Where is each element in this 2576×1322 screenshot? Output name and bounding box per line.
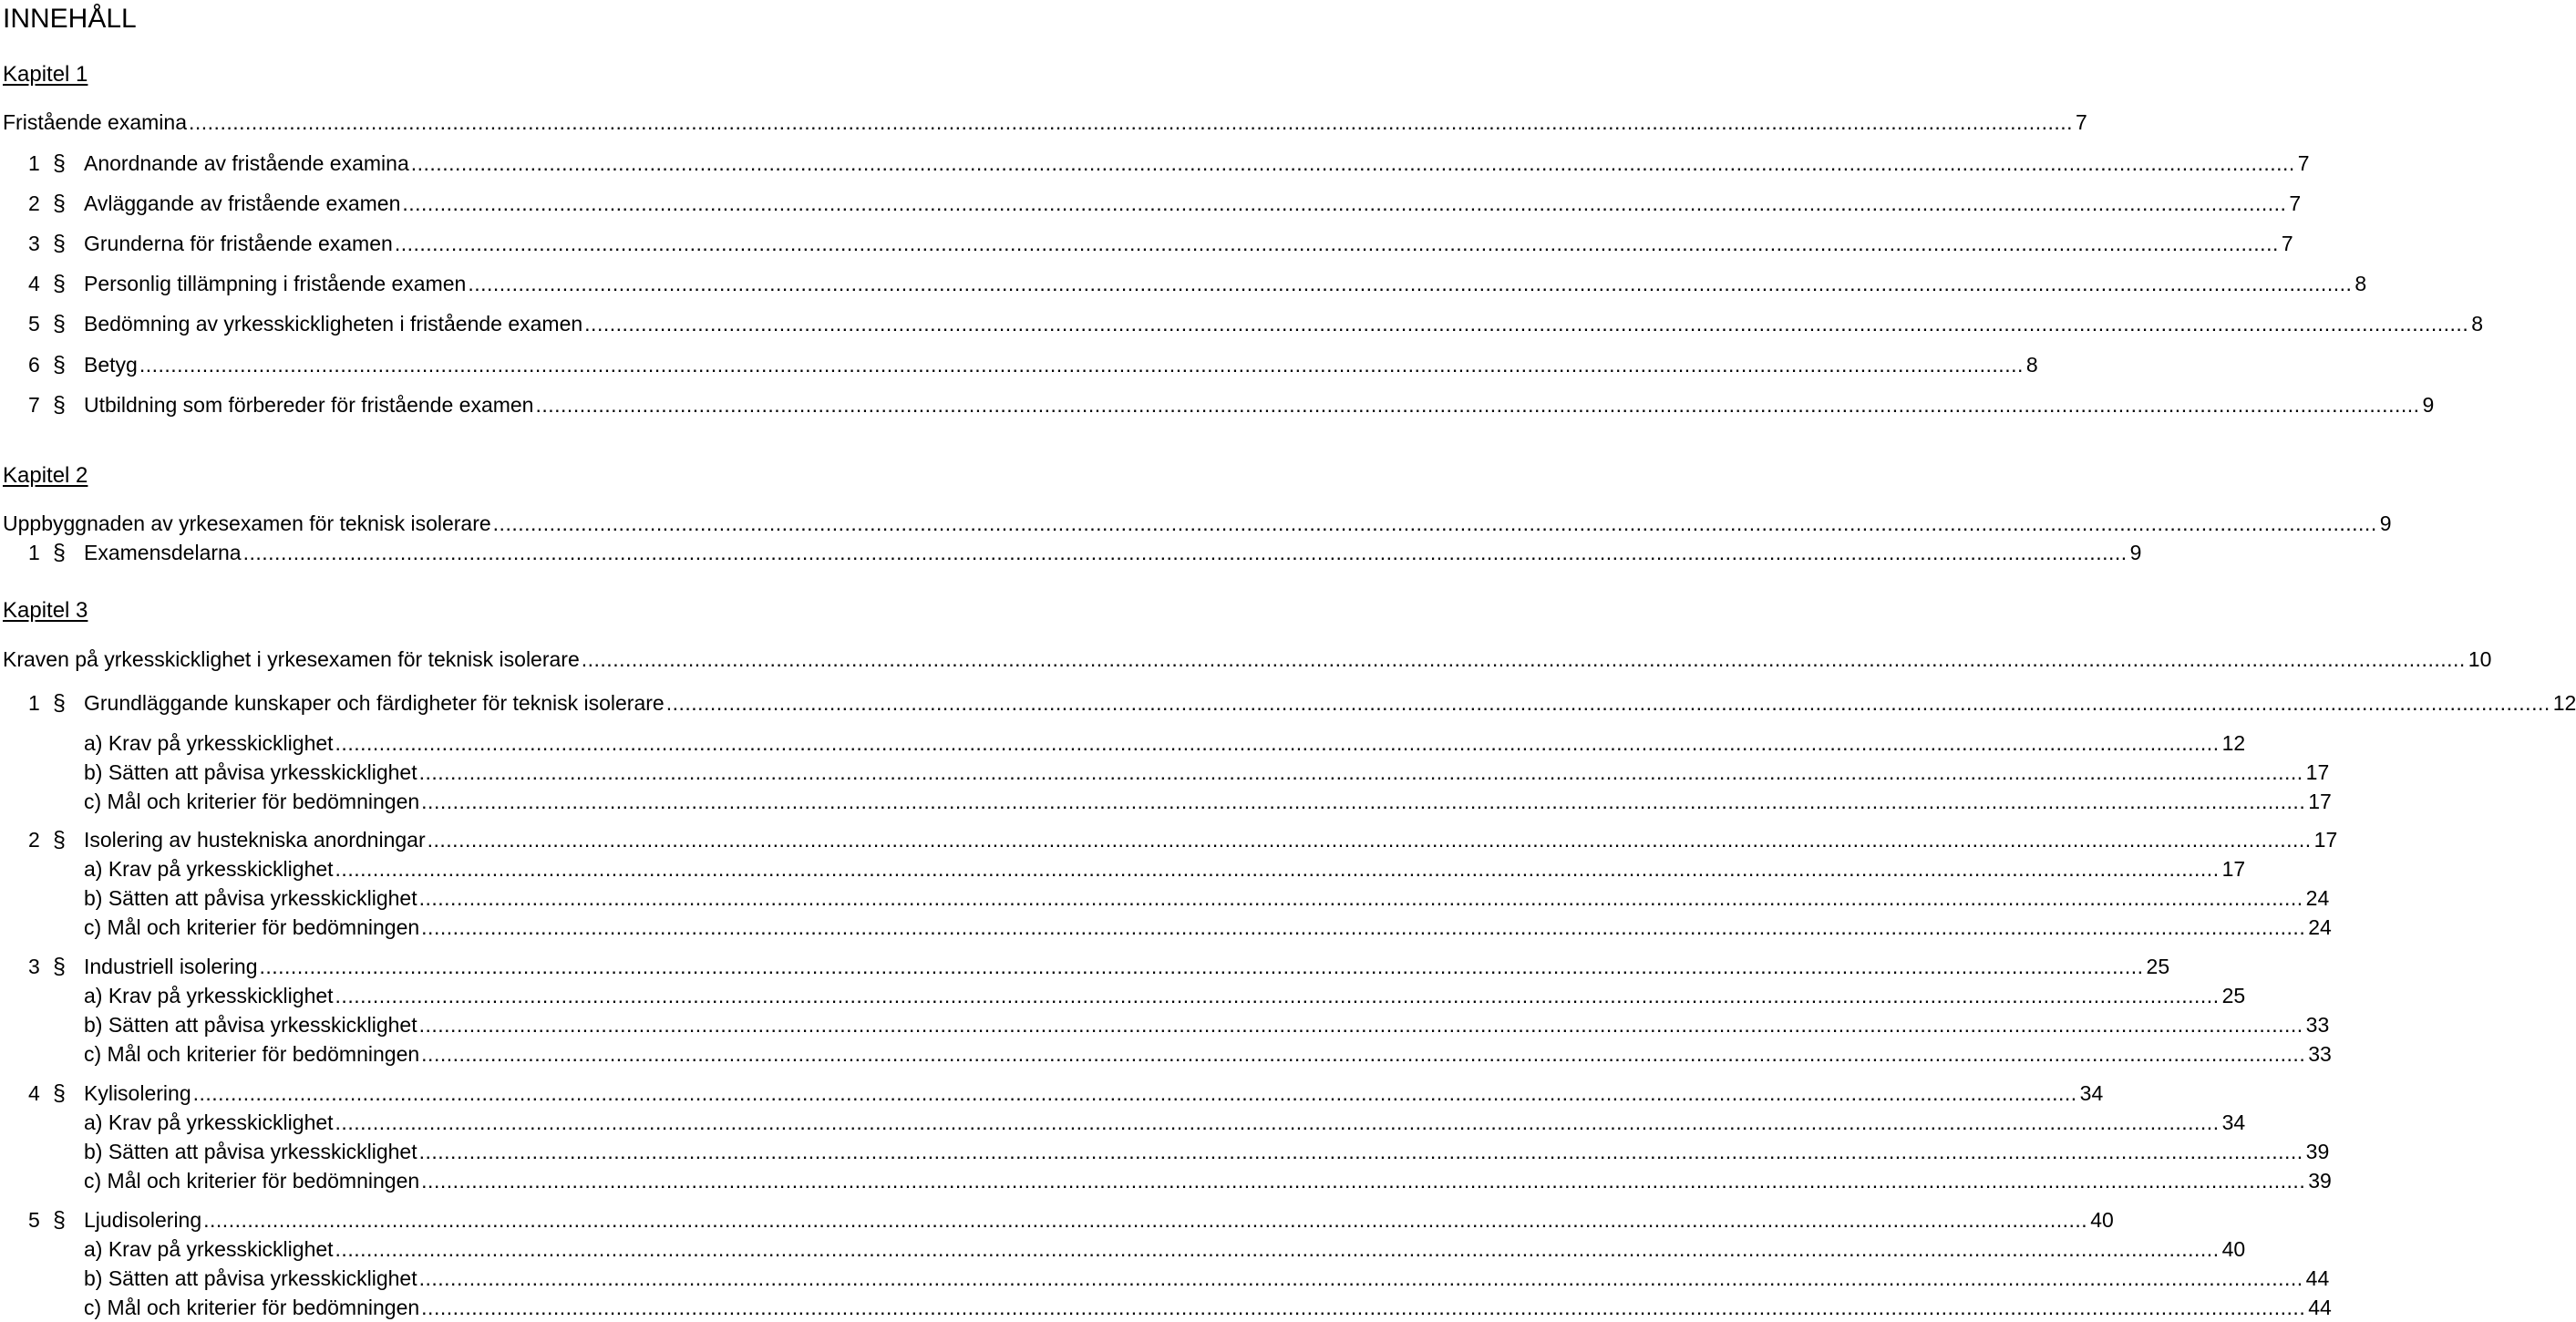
toc-entry-title: Avläggande av fristående examen <box>84 191 401 215</box>
dot-leader: ............................................................................................................................................................................................................................................................................................................ <box>335 1110 2220 1134</box>
page-number: 7 <box>2073 108 2087 136</box>
dot-leader: ............................................................................................................................................................................................................................................................................................................ <box>535 393 2420 417</box>
toc-entry[interactable] <box>0 108 2087 136</box>
section-number: 4 <box>28 272 40 295</box>
section-number: 3 <box>28 232 40 255</box>
page-number: 17 <box>2303 759 2330 786</box>
page-number: 25 <box>2144 953 2170 980</box>
page-number: 44 <box>2303 1265 2330 1292</box>
page-number: 7 <box>2279 230 2293 257</box>
toc-entry[interactable] <box>0 689 2576 717</box>
toc-entry[interactable] <box>0 1109 2246 1136</box>
page-number: 33 <box>2303 1011 2330 1038</box>
dot-leader: ............................................................................................................................................................................................................................................................................................................ <box>427 828 2312 852</box>
toc-entry-title: Fristående examina <box>3 110 187 134</box>
toc-entry-title: a) Krav på yrkesskicklighet <box>84 857 334 881</box>
toc-entry[interactable] <box>0 391 2435 418</box>
dot-leader: ............................................................................................................................................................................................................................................................................................................ <box>581 647 2466 671</box>
section-number: 1 <box>28 541 40 564</box>
section-number: 2 <box>28 828 40 852</box>
page-number: 17 <box>2305 788 2332 815</box>
toc-entry[interactable] <box>0 1206 2114 1234</box>
page-number: 39 <box>2305 1167 2332 1194</box>
section-number: 5 <box>28 312 40 336</box>
toc-entry-title: b) Sätten att påvisa yrkesskicklighet <box>84 1266 417 1290</box>
page-number: 33 <box>2305 1040 2332 1068</box>
paragraph-sign-icon: § <box>53 1207 66 1233</box>
toc-entry[interactable] <box>0 1040 2332 1068</box>
toc-entry[interactable] <box>0 1011 2330 1038</box>
page-number: 44 <box>2305 1294 2332 1321</box>
page-title: INNEHÅLL <box>3 4 137 34</box>
page-number: 34 <box>2220 1109 2246 1136</box>
toc-entry-title: Ljudisolering <box>84 1208 202 1232</box>
page-number: 8 <box>2024 351 2038 378</box>
page-number: 10 <box>2466 646 2492 673</box>
paragraph-sign-icon: § <box>53 1080 66 1106</box>
dot-leader: ............................................................................................................................................................................................................................................................................................................ <box>402 191 2287 215</box>
toc-entry[interactable] <box>0 510 2392 537</box>
section-number: 5 <box>28 1208 40 1232</box>
page-number: 40 <box>2087 1206 2114 1234</box>
toc-entry-title: c) Mål och kriterier för bedömningen <box>84 1042 420 1066</box>
section-number: 3 <box>28 955 40 978</box>
toc-entry[interactable] <box>0 982 2246 1009</box>
paragraph-sign-icon: § <box>53 690 66 716</box>
toc-entry-title: Isolering av hustekniska anordningar <box>84 828 426 852</box>
toc-entry-title: Personlig tillämpning i fristående examen <box>84 272 467 295</box>
section-number: 7 <box>28 393 40 417</box>
toc-entry[interactable] <box>0 914 2332 941</box>
page-number: 40 <box>2220 1235 2246 1263</box>
chapter-1-heading[interactable]: Kapitel 1 <box>3 62 88 87</box>
dot-leader: ............................................................................................................................................................................................................................................................................................................ <box>421 1169 2306 1193</box>
dot-leader: ............................................................................................................................................................................................................................................................................................................ <box>259 955 2144 978</box>
toc-entry[interactable] <box>0 788 2332 815</box>
chapter-2-heading[interactable]: Kapitel 2 <box>3 463 88 488</box>
paragraph-sign-icon: § <box>53 392 66 418</box>
dot-leader: ............................................................................................................................................................................................................................................................................................................ <box>242 541 2128 564</box>
toc-entry-title: c) Mål och kriterier för bedömningen <box>84 790 420 813</box>
toc-entry[interactable] <box>0 1167 2332 1194</box>
section-number: 4 <box>28 1081 40 1105</box>
page-number: 34 <box>2077 1079 2104 1107</box>
section-number: 6 <box>28 353 40 377</box>
toc-entry-title: Utbildning som förbereder för fristående examen <box>84 393 534 417</box>
dot-leader: ............................................................................................................................................................................................................................................................................................................ <box>665 691 2550 715</box>
dot-leader: ............................................................................................................................................................................................................................................................................................................ <box>139 353 2024 377</box>
toc-entry-title: Examensdelarna <box>84 541 242 564</box>
toc-entry[interactable] <box>0 1265 2330 1292</box>
dot-leader: ............................................................................................................................................................................................................................................................................................................ <box>584 312 2469 336</box>
dot-leader: ............................................................................................................................................................................................................................................................................................................ <box>492 511 2377 535</box>
dot-leader: ............................................................................................................................................................................................................................................................................................................ <box>421 1042 2306 1066</box>
dot-leader: ............................................................................................................................................................................................................................................................................................................ <box>335 1237 2220 1261</box>
dot-leader: ............................................................................................................................................................................................................................................................................................................ <box>394 232 2279 255</box>
toc-entry-title: c) Mål och kriterier för bedömningen <box>84 1169 420 1193</box>
toc-entry-title: Grunderna för fristående examen <box>84 232 393 255</box>
dot-leader: ............................................................................................................................................................................................................................................................................................................ <box>335 857 2220 881</box>
toc-entry[interactable] <box>0 1294 2332 1321</box>
toc-entry-title: Industriell isolering <box>84 955 258 978</box>
toc-entry[interactable] <box>0 230 2293 257</box>
paragraph-sign-icon: § <box>53 311 66 336</box>
dot-leader: ............................................................................................................................................................................................................................................................................................................ <box>418 1013 2303 1037</box>
dot-leader: ............................................................................................................................................................................................................................................................................................................ <box>418 1266 2303 1290</box>
toc-entry[interactable] <box>0 270 2367 297</box>
toc-entry[interactable] <box>0 884 2330 912</box>
page-number: 9 <box>2420 391 2435 418</box>
page-number: 24 <box>2303 884 2330 912</box>
toc-entry-title: Kraven på yrkesskicklighet i yrkesexamen för teknisk isolerare <box>3 647 580 671</box>
toc-entry[interactable] <box>0 1235 2246 1263</box>
toc-entry[interactable] <box>0 1079 2104 1107</box>
toc-entry[interactable] <box>0 310 2484 337</box>
page-number: 8 <box>2352 270 2366 297</box>
paragraph-sign-icon: § <box>53 540 66 565</box>
section-number: 2 <box>28 191 40 215</box>
section-number: 1 <box>28 691 40 715</box>
toc-entry-title: Betyg <box>84 353 138 377</box>
toc-entry-title: Bedömning av yrkesskickligheten i fristående examen <box>84 312 583 336</box>
page-number: 17 <box>2312 826 2338 853</box>
section-number: 1 <box>28 151 40 175</box>
dot-leader: ............................................................................................................................................................................................................................................................................................................ <box>421 790 2306 813</box>
dot-leader: ............................................................................................................................................................................................................................................................................................................ <box>192 1081 2077 1105</box>
toc-entry-title: c) Mål och kriterier för bedömningen <box>84 1296 420 1319</box>
toc-entry-title: Anordnande av fristående examina <box>84 151 409 175</box>
dot-leader: ............................................................................................................................................................................................................................................................................................................ <box>335 984 2220 1007</box>
toc-entry-title: b) Sätten att påvisa yrkesskicklighet <box>84 886 417 910</box>
toc-entry-title: c) Mål och kriterier för bedömningen <box>84 915 420 939</box>
paragraph-sign-icon: § <box>53 271 66 296</box>
page-number: 9 <box>2377 510 2392 537</box>
dot-leader: ............................................................................................................................................................................................................................................................................................................ <box>421 915 2306 939</box>
paragraph-sign-icon: § <box>53 827 66 852</box>
page-number: 7 <box>2295 150 2310 177</box>
toc-entry[interactable] <box>0 729 2246 757</box>
toc-entry[interactable] <box>0 855 2246 883</box>
toc-entry-title: b) Sätten att påvisa yrkesskicklighet <box>84 1140 417 1163</box>
paragraph-sign-icon: § <box>53 231 66 256</box>
page-number: 25 <box>2220 982 2246 1009</box>
chapter-3-heading[interactable]: Kapitel 3 <box>3 598 88 623</box>
paragraph-sign-icon: § <box>53 954 66 979</box>
page-number: 9 <box>2128 539 2142 566</box>
dot-leader: ............................................................................................................................................................................................................................................................................................................ <box>418 1140 2303 1163</box>
dot-leader: ............................................................................................................................................................................................................................................................................................................ <box>203 1208 2088 1232</box>
page-number: 12 <box>2550 689 2576 717</box>
toc-entry[interactable] <box>0 646 2492 673</box>
page-number: 39 <box>2303 1138 2330 1165</box>
dot-leader: ............................................................................................................................................................................................................................................................................................................ <box>335 731 2220 755</box>
toc-entry[interactable] <box>0 1138 2330 1165</box>
paragraph-sign-icon: § <box>53 150 66 176</box>
page-number: 12 <box>2220 729 2246 757</box>
dot-leader: ............................................................................................................................................................................................................................................................................................................ <box>418 886 2303 910</box>
toc-entry-title: a) Krav på yrkesskicklighet <box>84 984 334 1007</box>
toc-entry[interactable] <box>0 351 2038 378</box>
paragraph-sign-icon: § <box>53 352 66 377</box>
toc-entry-title: a) Krav på yrkesskicklighet <box>84 1237 334 1261</box>
dot-leader: ............................................................................................................................................................................................................................................................................................................ <box>410 151 2295 175</box>
toc-entry[interactable] <box>0 539 2142 566</box>
toc-entry-title: a) Krav på yrkesskicklighet <box>84 731 334 755</box>
toc-entry[interactable] <box>0 953 2170 980</box>
dot-leader: ............................................................................................................................................................................................................................................................................................................ <box>468 272 2353 295</box>
dot-leader: ............................................................................................................................................................................................................................................................................................................ <box>421 1296 2306 1319</box>
toc-entry[interactable] <box>0 759 2330 786</box>
toc-entry-title: Uppbyggnaden av yrkesexamen för teknisk isolerare <box>3 511 491 535</box>
toc-entry[interactable] <box>0 150 2310 177</box>
toc-entry-title: b) Sätten att påvisa yrkesskicklighet <box>84 1013 417 1037</box>
page-number: 17 <box>2220 855 2246 883</box>
dot-leader: ............................................................................................................................................................................................................................................................................................................ <box>418 760 2303 784</box>
toc-entry[interactable] <box>0 190 2302 217</box>
page-number: 8 <box>2468 310 2483 337</box>
paragraph-sign-icon: § <box>53 191 66 216</box>
toc-entry-title: Grundläggande kunskaper och färdigheter för teknisk isolerare <box>84 691 665 715</box>
toc-entry-title: a) Krav på yrkesskicklighet <box>84 1110 334 1134</box>
dot-leader: ............................................................................................................................................................................................................................................................................................................ <box>189 110 2074 134</box>
toc-entry[interactable] <box>0 826 2338 853</box>
toc-entry-title: Kylisolering <box>84 1081 191 1105</box>
page-number: 24 <box>2305 914 2332 941</box>
toc-entry-title: b) Sätten att påvisa yrkesskicklighet <box>84 760 417 784</box>
page-number: 7 <box>2286 190 2301 217</box>
